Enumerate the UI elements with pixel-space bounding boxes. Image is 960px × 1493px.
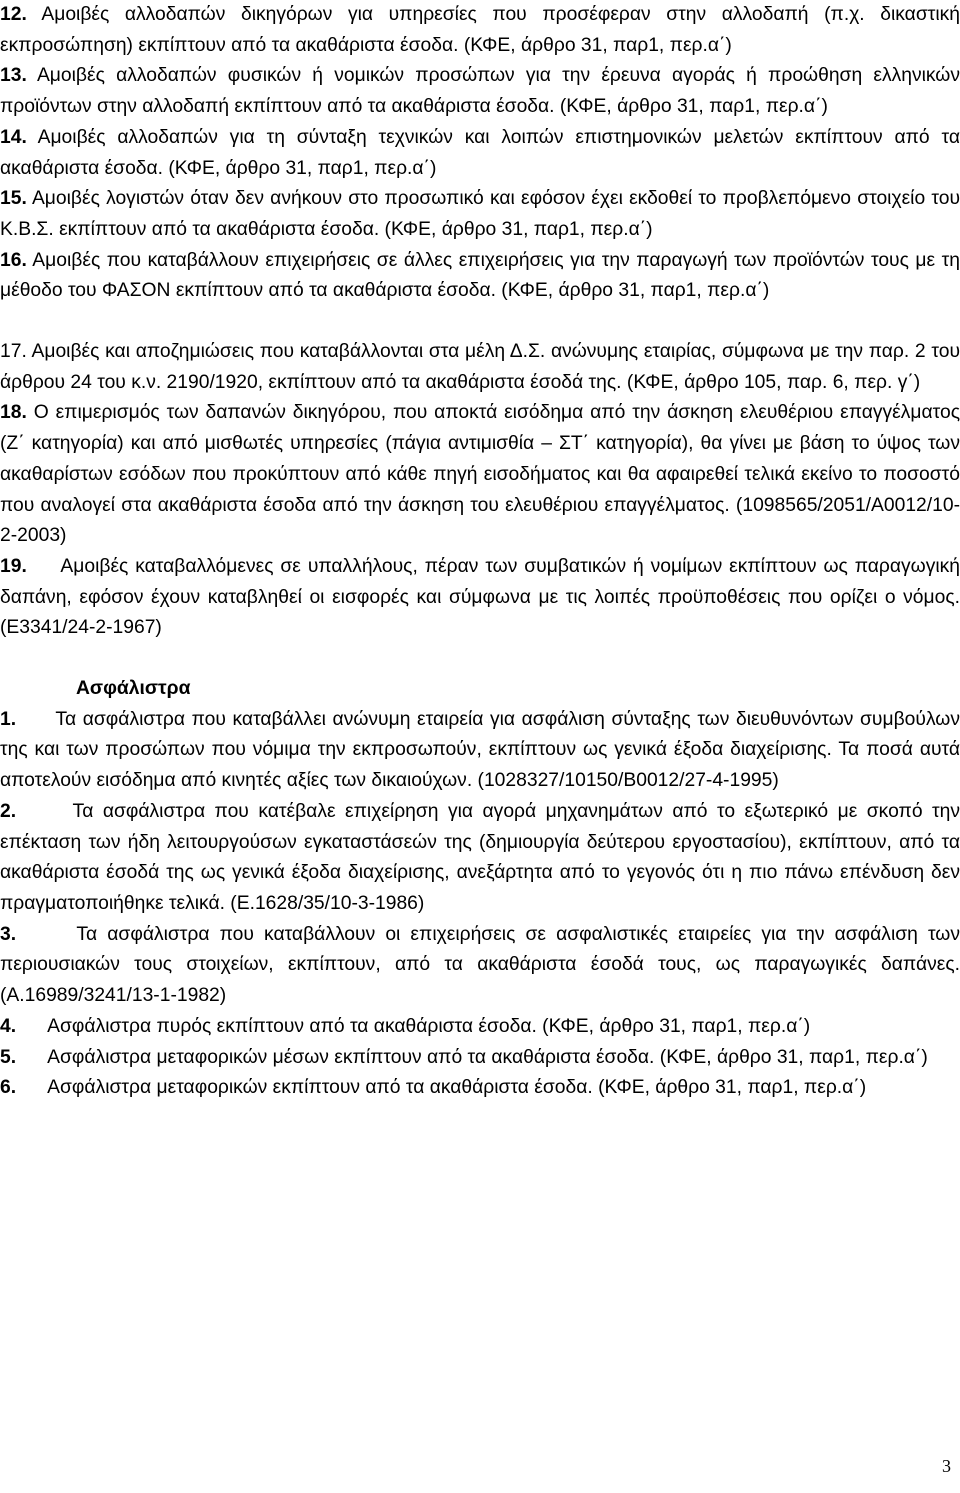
item-text: Αμοιβές που καταβάλλουν επιχειρήσεις σε άλλες επιχειρήσεις για την παραγωγή των προϊόντών τους με τη μέθοδο του ΦΑΣΟΝ εκπίπτουν από τα ακαθάριστα έσοδα. (ΚΦΕ, άρθρο 31, παρ1, περ.α΄) [0,249,960,302]
list-item-12 [0,0,960,61]
item-text: Αμοιβές και αποζημιώσεις που καταβάλλονται στα μέλη Δ.Σ. ανώνυμης εταιρίας, σύμφωνα με την παρ. 2 του άρθρου 24 του κ.ν. 2190/1920, εκπίπτουν από τα ακαθάριστα έσοδά της. (ΚΦΕ, άρθρο 105, παρ. 6, περ. γ΄) [0,341,960,393]
list-item-19 [0,552,960,644]
paragraph-spacer [0,307,960,337]
item-number: 3. [0,923,17,945]
insurance-item-1 [0,705,960,797]
item-number: 12. [0,4,27,25]
item-number: 14. [0,126,27,148]
item-text: Αμοιβές καταβαλλόμενες σε υπαλλήλους, πέραν των συμβατικών ή νομίμων εκπίπτουν ως παραγωγική δαπάνη, εφόσον έχουν καταβληθεί οι εισφορές και σύμφωνα με τις λοιπές προϋποθέσεις που ορίζει ο νόμος. (Ε3341/24-2-1967) [0,555,960,639]
list-item-15 [0,184,960,245]
list-item-17 [0,337,960,398]
item-number: 2. [0,800,17,822]
item-number: 4. [0,1015,17,1037]
item-number: 1. [0,708,17,730]
insurance-item-6 [0,1073,960,1104]
insurance-item-3 [0,920,960,1012]
item-text: Αμοιβές αλλοδαπών δικηγόρων για υπηρεσίες που προσέφεραν στην αλλοδαπή (π.χ. δικαστική εκπροσώπηση) εκπίπτουν από τα ακαθάριστα έσοδα. (ΚΦΕ, άρθρο 31, παρ1, περ.α΄) [0,4,960,56]
insurance-item-2 [0,797,960,920]
insurance-item-5 [0,1043,960,1074]
item-text: Τα ασφάλιστρα που καταβάλλουν οι επιχειρήσεις σε ασφαλιστικές εταιρείες για την ασφάλιση των περιουσιακών τους στοιχείων, εκπίπτουν, από τα ακαθάριστα έσοδά τους, ως παραγωγικές δαπάνες. (Α.16989/3241/13-1-1982) [0,923,960,1007]
item-text: Ασφάλιστρα μεταφορικών εκπίπτουν από τα ακαθάριστα έσοδα. (ΚΦΕ, άρθρο 31, παρ1, περ.α΄) [16,1077,867,1099]
item-text: Αμοιβές αλλοδαπών για τη σύνταξη τεχνικών και λοιπών επιστημονικών μελετών εκπίπτουν από τα ακαθάριστα έσοδα. (ΚΦΕ, άρθρο 31, παρ1, περ.α΄) [0,126,960,179]
list-item-18 [0,398,960,552]
insurance-item-4 [0,1012,960,1043]
item-number: 6. [0,1077,17,1099]
list-item-13 [0,61,960,122]
list-item-16 [0,246,960,307]
item-text: Ασφάλιστρα μεταφορικών μέσων εκπίπτουν από τα ακαθάριστα έσοδα. (ΚΦΕ, άρθρο 31, παρ1, περ.α΄) [16,1046,928,1068]
item-number: 13. [0,65,27,87]
item-number: 19. [0,555,27,577]
item-text: Ο επιμερισμός των δαπανών δικηγόρου, που αποκτά εισόδημα από την άσκηση ελευθέριου επαγγέλματος (Ζ΄ κατηγορία) και από μισθωτές υπηρεσίες (πάγια αντιμισθία – ΣΤ΄ κατηγορία), θα γίνει με βάση το ύψος των ακαθαρίστων εσόδων που προκύπτουν από κάθε πηγή εισοδήματος και θα αφαιρεθεί τελικά εκείνο το ποσοστό που αναλογεί στα ακαθάριστα έσοδα από την άσκηση του ελευθέριου επαγγέλματος. (1098565/2051/Α0012/10-2-2003) [0,402,960,547]
item-text: Ασφάλιστρα πυρός εκπίπτουν από τα ακαθάριστα έσοδα. (ΚΦΕ, άρθρο 31, παρ1, περ.α΄) [16,1015,811,1037]
item-number: 15. [0,188,27,210]
paragraph-spacer [0,644,960,674]
item-text: Αμοιβές αλλοδαπών φυσικών ή νομικών προσώπων για την έρευνα αγοράς ή προώθηση ελληνικών προϊόντων στην αλλοδαπή εκπίπτουν από τα ακαθάριστα έσοδα. (ΚΦΕ, άρθρο 31, παρ1, περ.α΄) [0,65,960,118]
section-heading-insurance: Ασφάλιστρα [76,678,191,700]
page-number: 3 [942,1456,951,1476]
item-number: 17. [0,341,27,363]
item-number: 18. [0,402,27,424]
item-text: Τα ασφάλιστρα που καταβάλλει ανώνυμη εταιρεία για ασφάλιση σύνταξης των διευθυνόντων συμβούλων της και των προσώπων που νόμιμα την εκπροσωπούν, εκπίπτουν ως γενικά έξοδα διαχείρισης. Τα ποσά αυτά αποτελούν εισόδημα από κινητές αξίες των δικαιούχων. (1028327/10150/Β0012/27-4-1995) [0,708,960,792]
item-number: 16. [0,249,27,271]
item-text: Τα ασφάλιστρα που κατέβαλε επιχείρηση για αγορά μηχανημάτων από το εξωτερικό με σκοπό την επέκταση των ήδη λειτουργούσων εγκαταστάσεών της (δημιουργία δεύτερου εργοστασίου), εκπίπτουν, από τα ακαθάριστα έσοδά της ως γενικά έξοδα διαχείρισης, ανεξάρτητα από το γεγονός ότι η πιο πάνω επένδυση δεν πραγματοποιήθηκε τελικά. (Ε.1628/35/10-3-1986) [0,800,960,914]
item-number: 5. [0,1046,17,1068]
item-text: Αμοιβές λογιστών όταν δεν ανήκουν στο προσωπικό και εφόσον έχει εκδοθεί το προβλεπόμενο στοιχείο του Κ.Β.Σ. εκπίπτουν από τα ακαθάριστα έσοδα. (ΚΦΕ, άρθρο 31, παρ1, περ.α΄) [0,188,960,240]
list-item-14 [0,123,960,184]
